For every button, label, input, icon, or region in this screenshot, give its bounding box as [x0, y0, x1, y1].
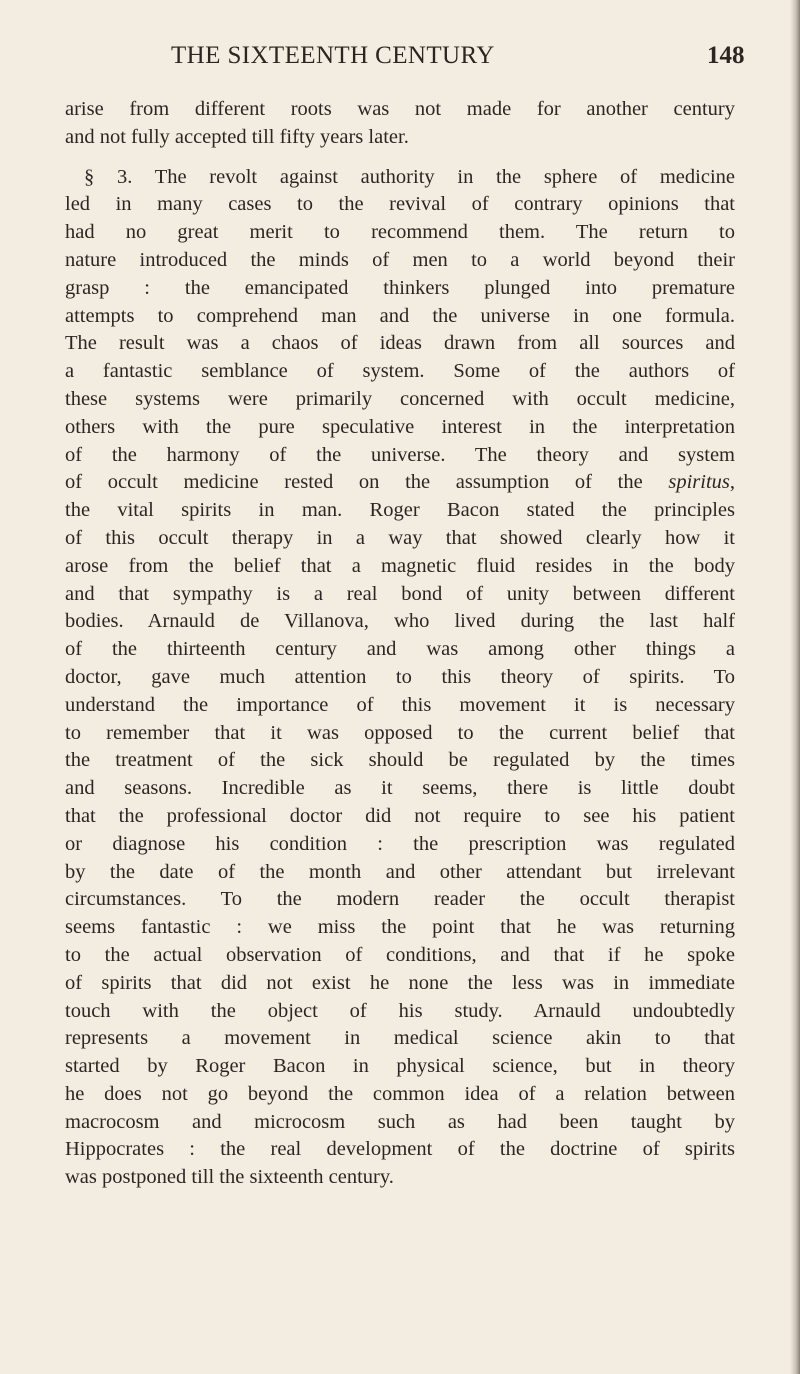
text-line: attempts to comprehend man and the universe in one formula. [65, 304, 735, 327]
text-line: started by Roger Bacon in physical science, but in theory [65, 1055, 735, 1078]
text-line: doctor, gave much attention to this theory of spirits. To [65, 665, 735, 688]
text-line: a fantastic semblance of system. Some of the authors of [65, 360, 735, 383]
text-line: nature introduced the minds of men to a world beyond their [65, 248, 735, 271]
text-line: grasp : the emancipated thinkers plunged into premature [65, 276, 735, 299]
text-line: was postponed till the sixteenth century. [65, 1166, 394, 1189]
text-line: touch with the object of his study. Arnauld undoubtedly [65, 999, 735, 1022]
text-line: understand the importance of this movement it is necessary [65, 693, 735, 716]
running-title: THE SIXTEENTH CENTURY [171, 42, 495, 69]
text-line: by the date of the month and other attendant but irrelevant [65, 860, 735, 883]
text-line: of the thirteenth century and was among other things a [65, 638, 735, 661]
text-line: The result was a chaos of ideas drawn from all sources and [65, 332, 735, 355]
text-line: of occult medicine rested on the assumption of the spiritus, [65, 471, 735, 494]
running-header [0, 40, 800, 80]
text-line: macrocosm and microcosm such as had been taught by [65, 1110, 735, 1133]
text-line: to remember that it was opposed to the current belief that [65, 721, 735, 744]
text-line: led in many cases to the revival of contrary opinions that [65, 193, 735, 216]
text-line: and not fully accepted till fifty years later. [65, 125, 409, 148]
text-line: he does not go beyond the common idea of a relation between [65, 1082, 735, 1105]
text-line: of this occult therapy in a way that showed clearly how it [65, 526, 735, 549]
text-line: circumstances. To the modern reader the occult therapist [65, 888, 735, 911]
page-edge-shadow [790, 0, 800, 1374]
text-line: arose from the belief that a magnetic fluid resides in the body [65, 554, 735, 577]
text-line: arise from different roots was not made for another century [65, 98, 735, 120]
text-line: represents a movement in medical science akin to that [65, 1027, 735, 1050]
text-line: that the professional doctor did not require to see his patient [65, 804, 735, 827]
text-line: and seasons. Incredible as it seems, there is little doubt [65, 777, 735, 800]
text-line: Hippocrates : the real development of the doctrine of spirits [65, 1138, 735, 1161]
text-line: or diagnose his condition : the prescription was regulated [65, 832, 735, 855]
text-line: bodies. Arnauld de Villanova, who lived during the last half [65, 610, 735, 633]
text-line: and that sympathy is a real bond of unity between different [65, 582, 735, 605]
body-text [65, 96, 735, 1192]
text-line: of the harmony of the universe. The theory and system [65, 443, 735, 466]
text-line: of spirits that did not exist he none the less was in immediate [65, 971, 735, 994]
paragraph [65, 96, 735, 152]
text-line: the treatment of the sick should be regulated by the times [65, 749, 735, 772]
text-line: others with the pure speculative interest in the interpretation [65, 415, 735, 438]
text-line: had no great merit to recommend them. The return to [65, 221, 735, 244]
paragraph [65, 164, 735, 1192]
paragraph-gap [65, 152, 735, 164]
text-line: these systems were primarily concerned with occult medicine, [65, 387, 735, 410]
page-number: 148 [707, 42, 745, 69]
text-line: to the actual observation of conditions, and that if he spoke [65, 943, 735, 966]
text-line: seems fantastic : we miss the point that he was returning [65, 916, 735, 939]
italic-term: spiritus [668, 471, 730, 494]
text-line: § 3. The revolt against authority in the sphere of medicine [84, 165, 735, 188]
text-line: the vital spirits in man. Roger Bacon stated the principles [65, 499, 735, 522]
